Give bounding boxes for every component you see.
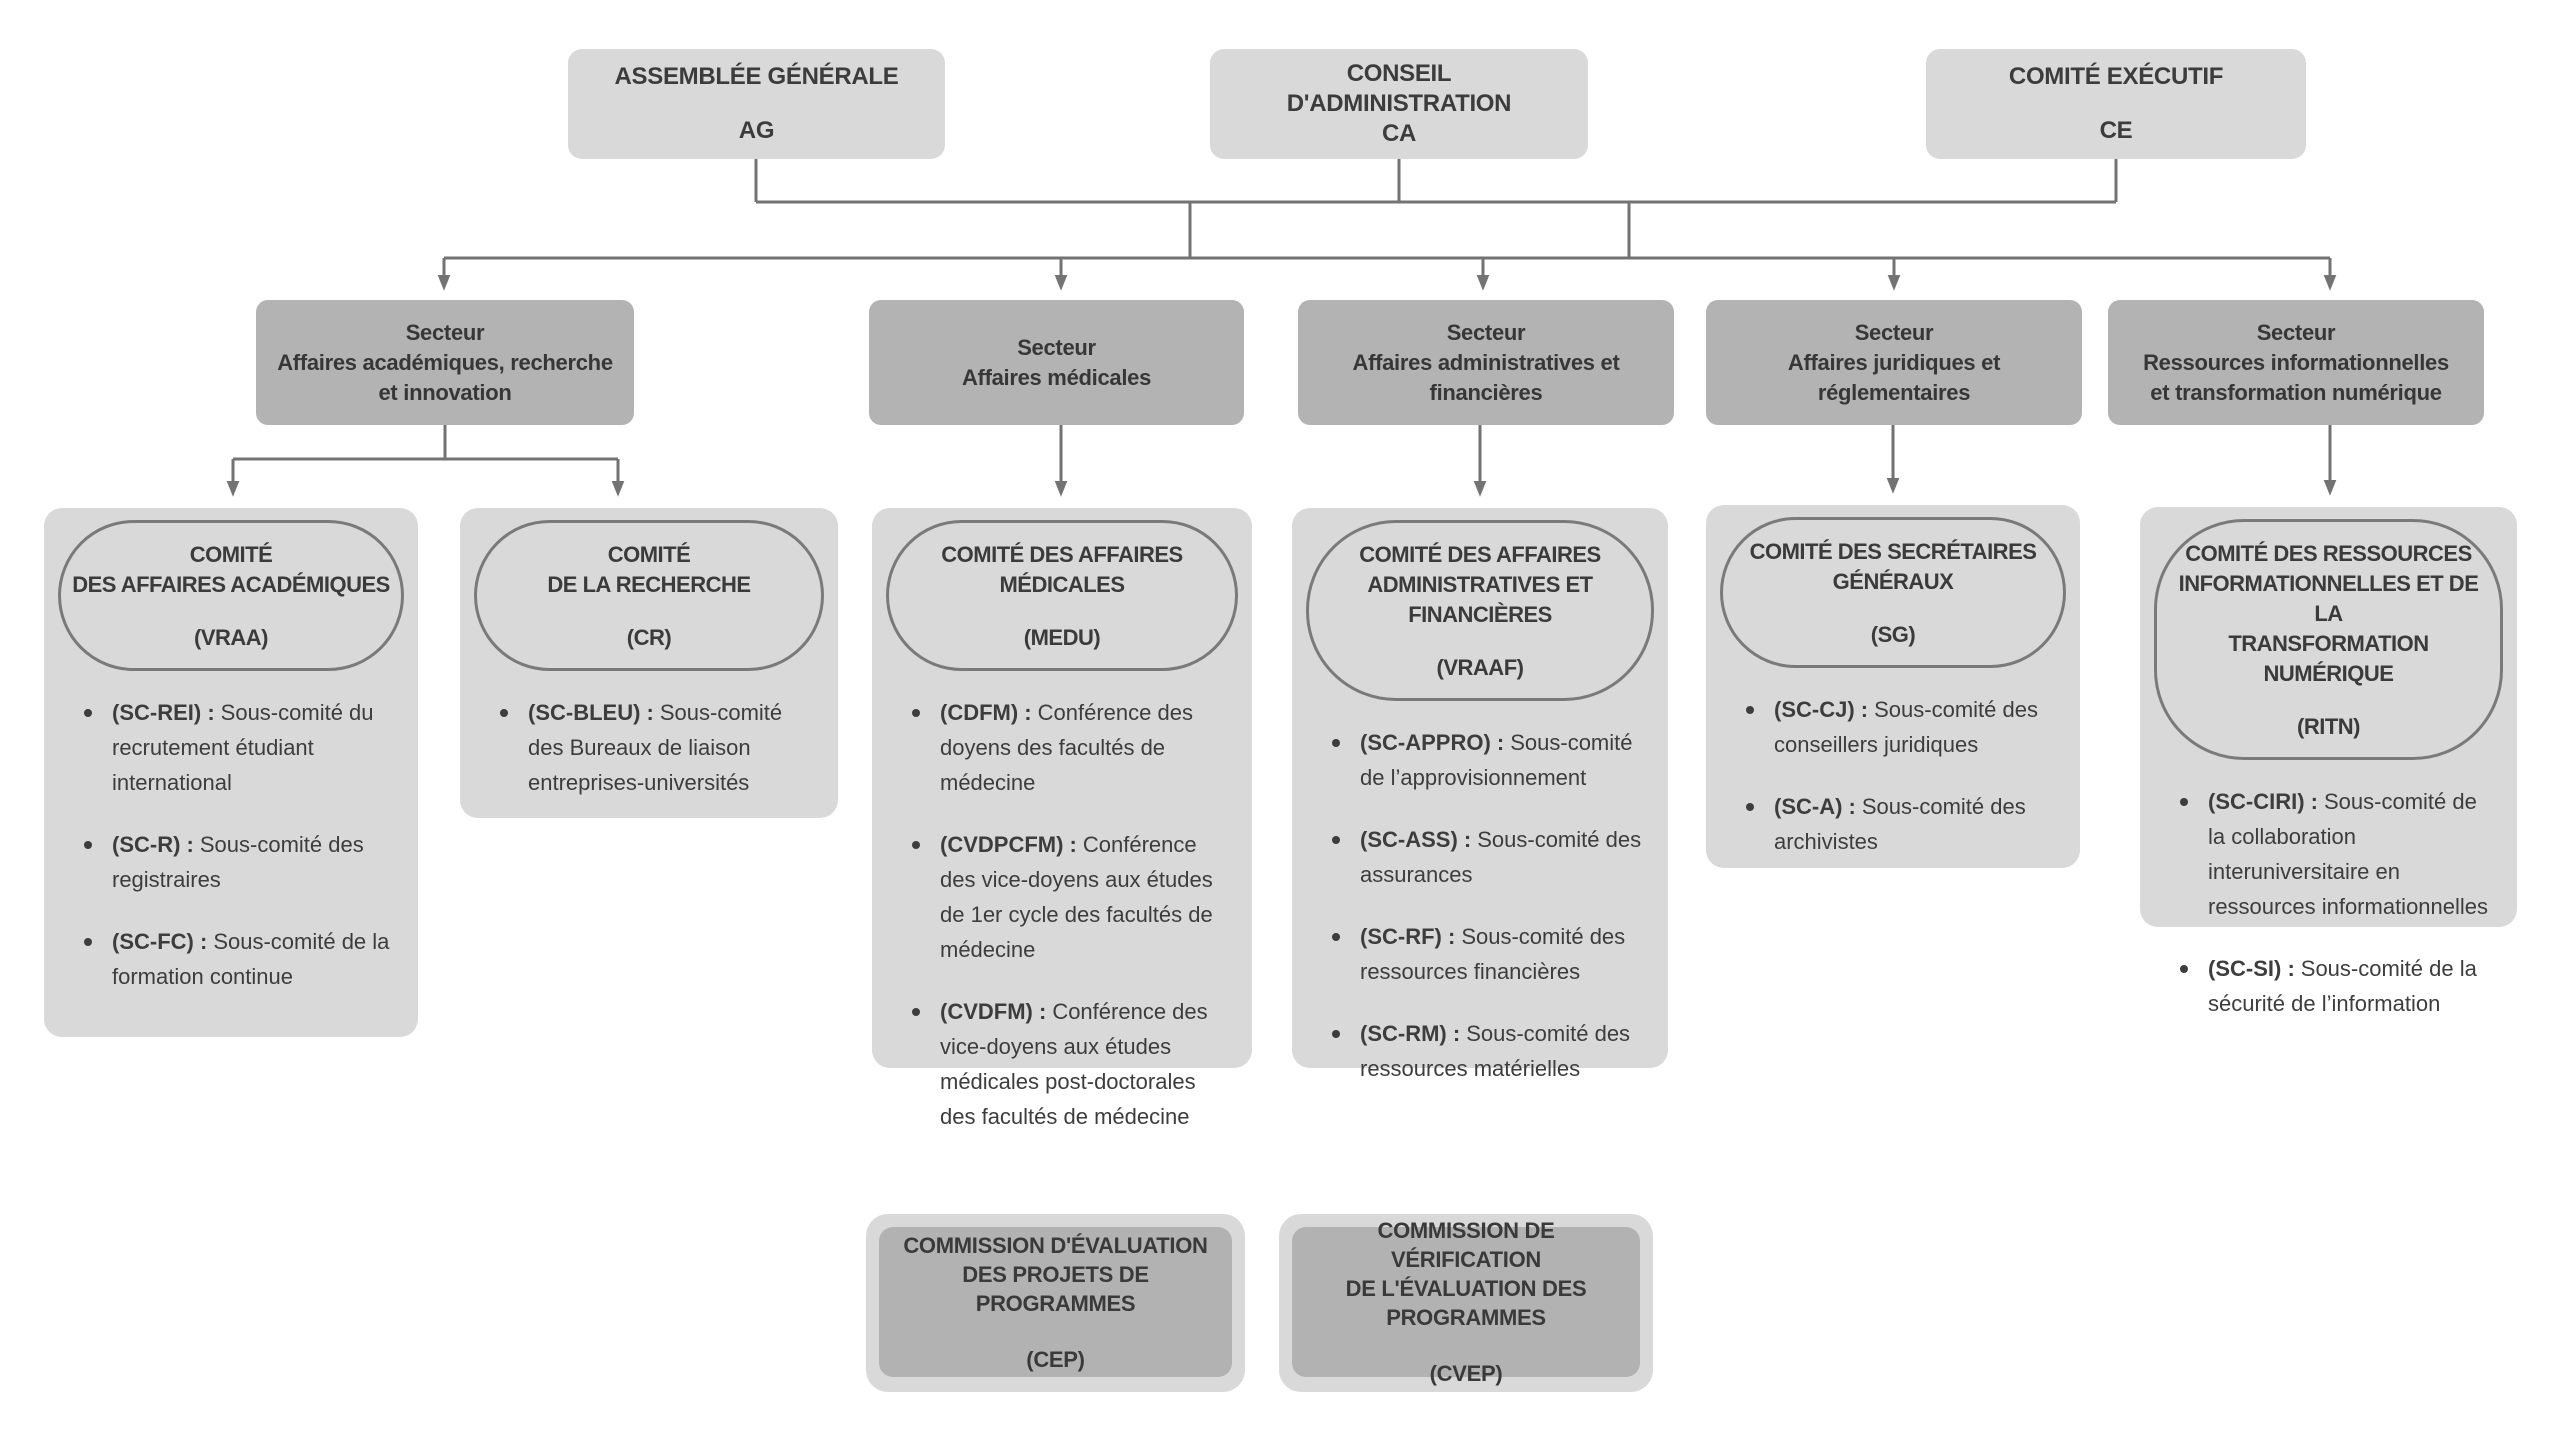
committee-header: [2154, 519, 2503, 760]
node-title: CONSEIL D'ADMINISTRATION: [1286, 60, 1512, 117]
subcommittee-list: [2140, 760, 2517, 1021]
node-secteur-affaires-academiques: [256, 300, 634, 425]
commission-inner-box: [1292, 1218, 1640, 1386]
committee-header: [58, 520, 404, 671]
committee-vraa: [44, 508, 418, 1037]
committee-acronym: (MEDU): [1023, 625, 1101, 650]
committee-acronym: (VRAA): [194, 625, 268, 650]
committee-header: [886, 520, 1238, 671]
list-item: (SC-RF) : Sous-comité des ressources financières: [1316, 919, 1650, 989]
list-item: (SC-R) : Sous-comité des registraires: [68, 827, 400, 897]
commission-acronym: (CEP): [1026, 1346, 1085, 1372]
commission-cep: [866, 1214, 1245, 1392]
node-title: Secteur Affaires juridiques et réglementaires: [1787, 319, 2001, 405]
node-title: Secteur Affaires administratives et financières: [1352, 319, 1620, 405]
committee-ritn: [2140, 507, 2517, 1016]
committee-acronym: (CR): [626, 625, 672, 650]
list-item: (SC-RM) : Sous-comité des ressources matérielles: [1316, 1016, 1650, 1086]
subcommittee-list: [460, 671, 838, 800]
list-item: (SC-A) : Sous-comité des archivistes: [1730, 789, 2062, 859]
subcommittee-list: [872, 671, 1252, 1134]
list-item: (CVDPCFM) : Conférence des vice-doyens aux études de 1er cycle des facultés de médecine: [896, 827, 1234, 967]
committee-title: COMITÉ DE LA RECHERCHE: [547, 542, 751, 597]
node-title: COMITÉ EXÉCUTIF: [2008, 63, 2224, 90]
list-item: (SC-FC) : Sous-comité de la formation continue: [68, 924, 400, 994]
node-assemblee-generale: [568, 49, 945, 159]
node-comite-executif: [1926, 49, 2306, 159]
node-secteur-affaires-administratives: [1298, 300, 1674, 425]
committee-header: [1720, 517, 2066, 668]
node-acronym: CE: [2099, 117, 2133, 144]
committee-sg: [1706, 505, 2080, 868]
committee-title: COMITÉ DES SECRÉTAIRES GÉNÉRAUX: [1749, 539, 2037, 594]
node-title: Secteur Affaires médicales: [961, 334, 1152, 390]
committee-title: COMITÉ DES RESSOURCES INFORMATIONNELLES ET DE LA TRANSFORMATION NUMÉRIQUE: [2178, 541, 2479, 686]
list-item: (SC-BLEU) : Sous-comité des Bureaux de liaison entreprises-universités: [484, 695, 820, 800]
node-acronym: AG: [738, 117, 775, 144]
committee-title: COMITÉ DES AFFAIRES MÉDICALES: [941, 542, 1183, 597]
subcommittee-list: [44, 671, 418, 994]
commission-title: COMMISSION D'ÉVALUATION DES PROJETS DE PROGRAMMES: [903, 1232, 1208, 1316]
node-title: Secteur Affaires académiques, recherche et innovation: [277, 319, 613, 405]
list-item: (CDFM) : Conférence des doyens des facultés de médecine: [896, 695, 1234, 800]
commission-acronym: (CVEP): [1429, 1361, 1503, 1386]
committee-title: COMITÉ DES AFFAIRES ADMINISTRATIVES ET FINANCIÈRES: [1359, 542, 1601, 627]
node-secteur-affaires-juridiques: [1706, 300, 2082, 425]
commission-inner-box: [879, 1227, 1232, 1377]
list-item: (SC-ASS) : Sous-comité des assurances: [1316, 822, 1650, 892]
node-conseil-administration: [1210, 49, 1588, 159]
node-title: ASSEMBLÉE GÉNÉRALE: [614, 63, 899, 90]
committee-acronym: (SG): [1870, 622, 1916, 647]
committee-acronym: (RITN): [2297, 714, 2360, 739]
commission-title: COMMISSION DE VÉRIFICATION DE L'ÉVALUATION DES PROGRAMMES: [1345, 1218, 1587, 1330]
node-acronym: CA: [1381, 120, 1417, 147]
committee-acronym: (VRAAF): [1436, 655, 1524, 680]
node-secteur-affaires-medicales: [869, 300, 1244, 425]
committee-header: [474, 520, 824, 671]
list-item: (SC-CIRI) : Sous-comité de la collaboration interuniversitaire en ressources informationnelles: [2164, 784, 2499, 924]
committee-medu: [872, 508, 1252, 1129]
committee-vraaf: [1292, 508, 1668, 1081]
list-item: (SC-REI) : Sous-comité du recrutement étudiant international: [68, 695, 400, 800]
list-item: (SC-SI) : Sous-comité de la sécurité de l’information: [2164, 951, 2499, 1021]
committee-header: [1306, 520, 1654, 701]
commission-cvep: [1279, 1214, 1653, 1392]
subcommittee-list: [1292, 701, 1668, 1086]
node-secteur-ressources-informationnelles: [2108, 300, 2484, 425]
committee-cr: [460, 508, 838, 818]
list-item: (SC-CJ) : Sous-comité des conseillers juridiques: [1730, 692, 2062, 762]
subcommittee-list: [1706, 668, 2080, 859]
list-item: (CVDFM) : Conférence des vice-doyens aux études médicales post-doctorales des facultés de médecine: [896, 994, 1234, 1134]
node-title: Secteur Ressources informationnelles et transformation numérique: [2143, 319, 2449, 405]
committee-title: COMITÉ DES AFFAIRES ACADÉMIQUES: [72, 542, 390, 597]
list-item: (SC-APPRO) : Sous-comité de l’approvisionnement: [1316, 725, 1650, 795]
